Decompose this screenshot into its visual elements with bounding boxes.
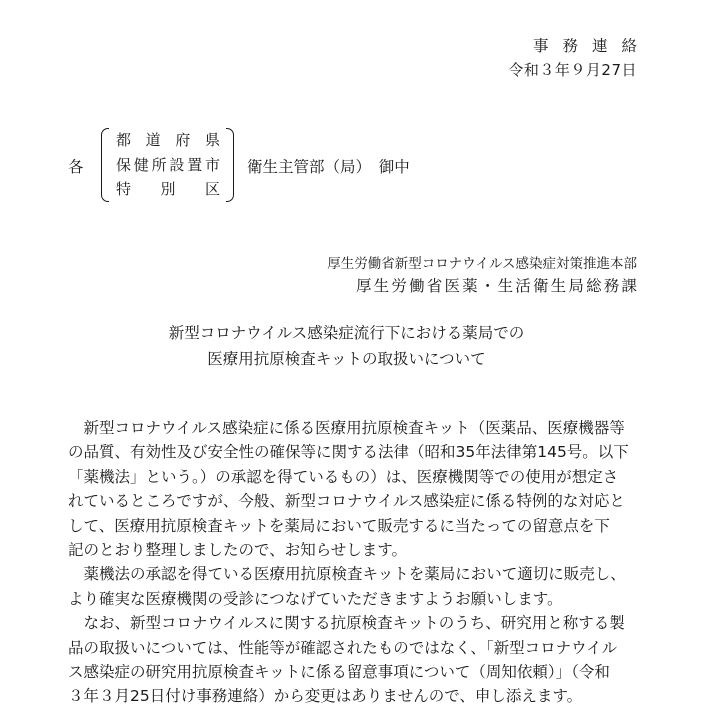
notice-type: 事務連絡	[532, 37, 651, 55]
body-line: れているところですが、今般、新型コロナウイルス感染症に係る特例的な対応と	[68, 492, 625, 511]
addressee-char: 府	[175, 131, 191, 149]
addressee-char: 県	[204, 131, 220, 149]
addressee-char: 健	[133, 155, 149, 174]
body-line: なお、新型コロナウイルスに関する抗原検査キットのうち、研究用と称する製	[68, 614, 625, 633]
addressee-line	[116, 153, 220, 178]
addressee-list	[116, 128, 220, 202]
body-line: 新型コロナウイルス感染症に係る医療用抗原検査キット（医薬品、医療機器等	[68, 419, 625, 437]
addressee-char: 道	[145, 131, 161, 149]
body-line: 品の取扱いについては、性能等が確認されたものではなく、「新型コロナウイル	[68, 638, 618, 657]
title-line: 医療用抗原検査キットの取扱いについて	[207, 350, 486, 368]
addressee-char: 設	[169, 155, 185, 174]
body-line: 薬機法の承認を得ている医療用抗原検査キットを薬局において適切に販売し、	[68, 565, 626, 584]
body-line: ３年３月25日付け事務連絡）から変更はありませんので、申し添えます。	[68, 687, 583, 706]
document-title	[0, 320, 705, 372]
addressee-char: 区	[204, 180, 220, 198]
addressee-char: 都	[116, 131, 132, 149]
issue-date: 令和３年９月27日	[508, 61, 637, 79]
addressee-block	[68, 128, 488, 202]
addressee-char: 所	[151, 155, 167, 174]
sender-headquarters: 厚生労働省新型コロナウイルス感染症対策推進本部	[327, 256, 637, 272]
bracket-open	[101, 128, 109, 202]
bracket-close	[226, 128, 234, 202]
addressee-line	[116, 177, 220, 202]
body-line: ス感染症の研究用抗原検査キットに係る留意事項について（周知依頼）」（令和	[68, 662, 610, 681]
body-line: 記のとおり整理しましたので、お知らせします。	[68, 540, 407, 559]
addressee-char: 特	[116, 180, 132, 198]
document-body	[68, 416, 646, 709]
body-line: の品質、有効性及び安全性の確保等に関する法律（昭和35年法律第145号。以下	[68, 443, 629, 462]
addressee-char: 別	[160, 180, 176, 198]
body-line: して、医療用抗原検査キットを薬局において販売するに当たっての留意点を下	[68, 516, 610, 535]
addressee-suffix: 衛生主管部（局） 御中	[247, 158, 410, 176]
addressee-char: 市	[204, 155, 220, 174]
addressee-line	[116, 128, 220, 153]
sender-division: 厚生労働省医薬・生活衛生局総務課	[355, 277, 640, 295]
addressee-char: 保	[116, 155, 132, 174]
body-line: 「薬機法」という。）の承認を得ているもの）は、医療機関等での使用が想定さ	[68, 467, 619, 486]
addressee-char: 置	[187, 155, 203, 174]
title-line: 新型コロナウイルス感染症流行下における薬局での	[168, 324, 525, 342]
addressee-prefix: 各	[68, 158, 84, 176]
body-line: より確実な医療機関の受診につなげていただきますようお願いします。	[68, 589, 563, 608]
